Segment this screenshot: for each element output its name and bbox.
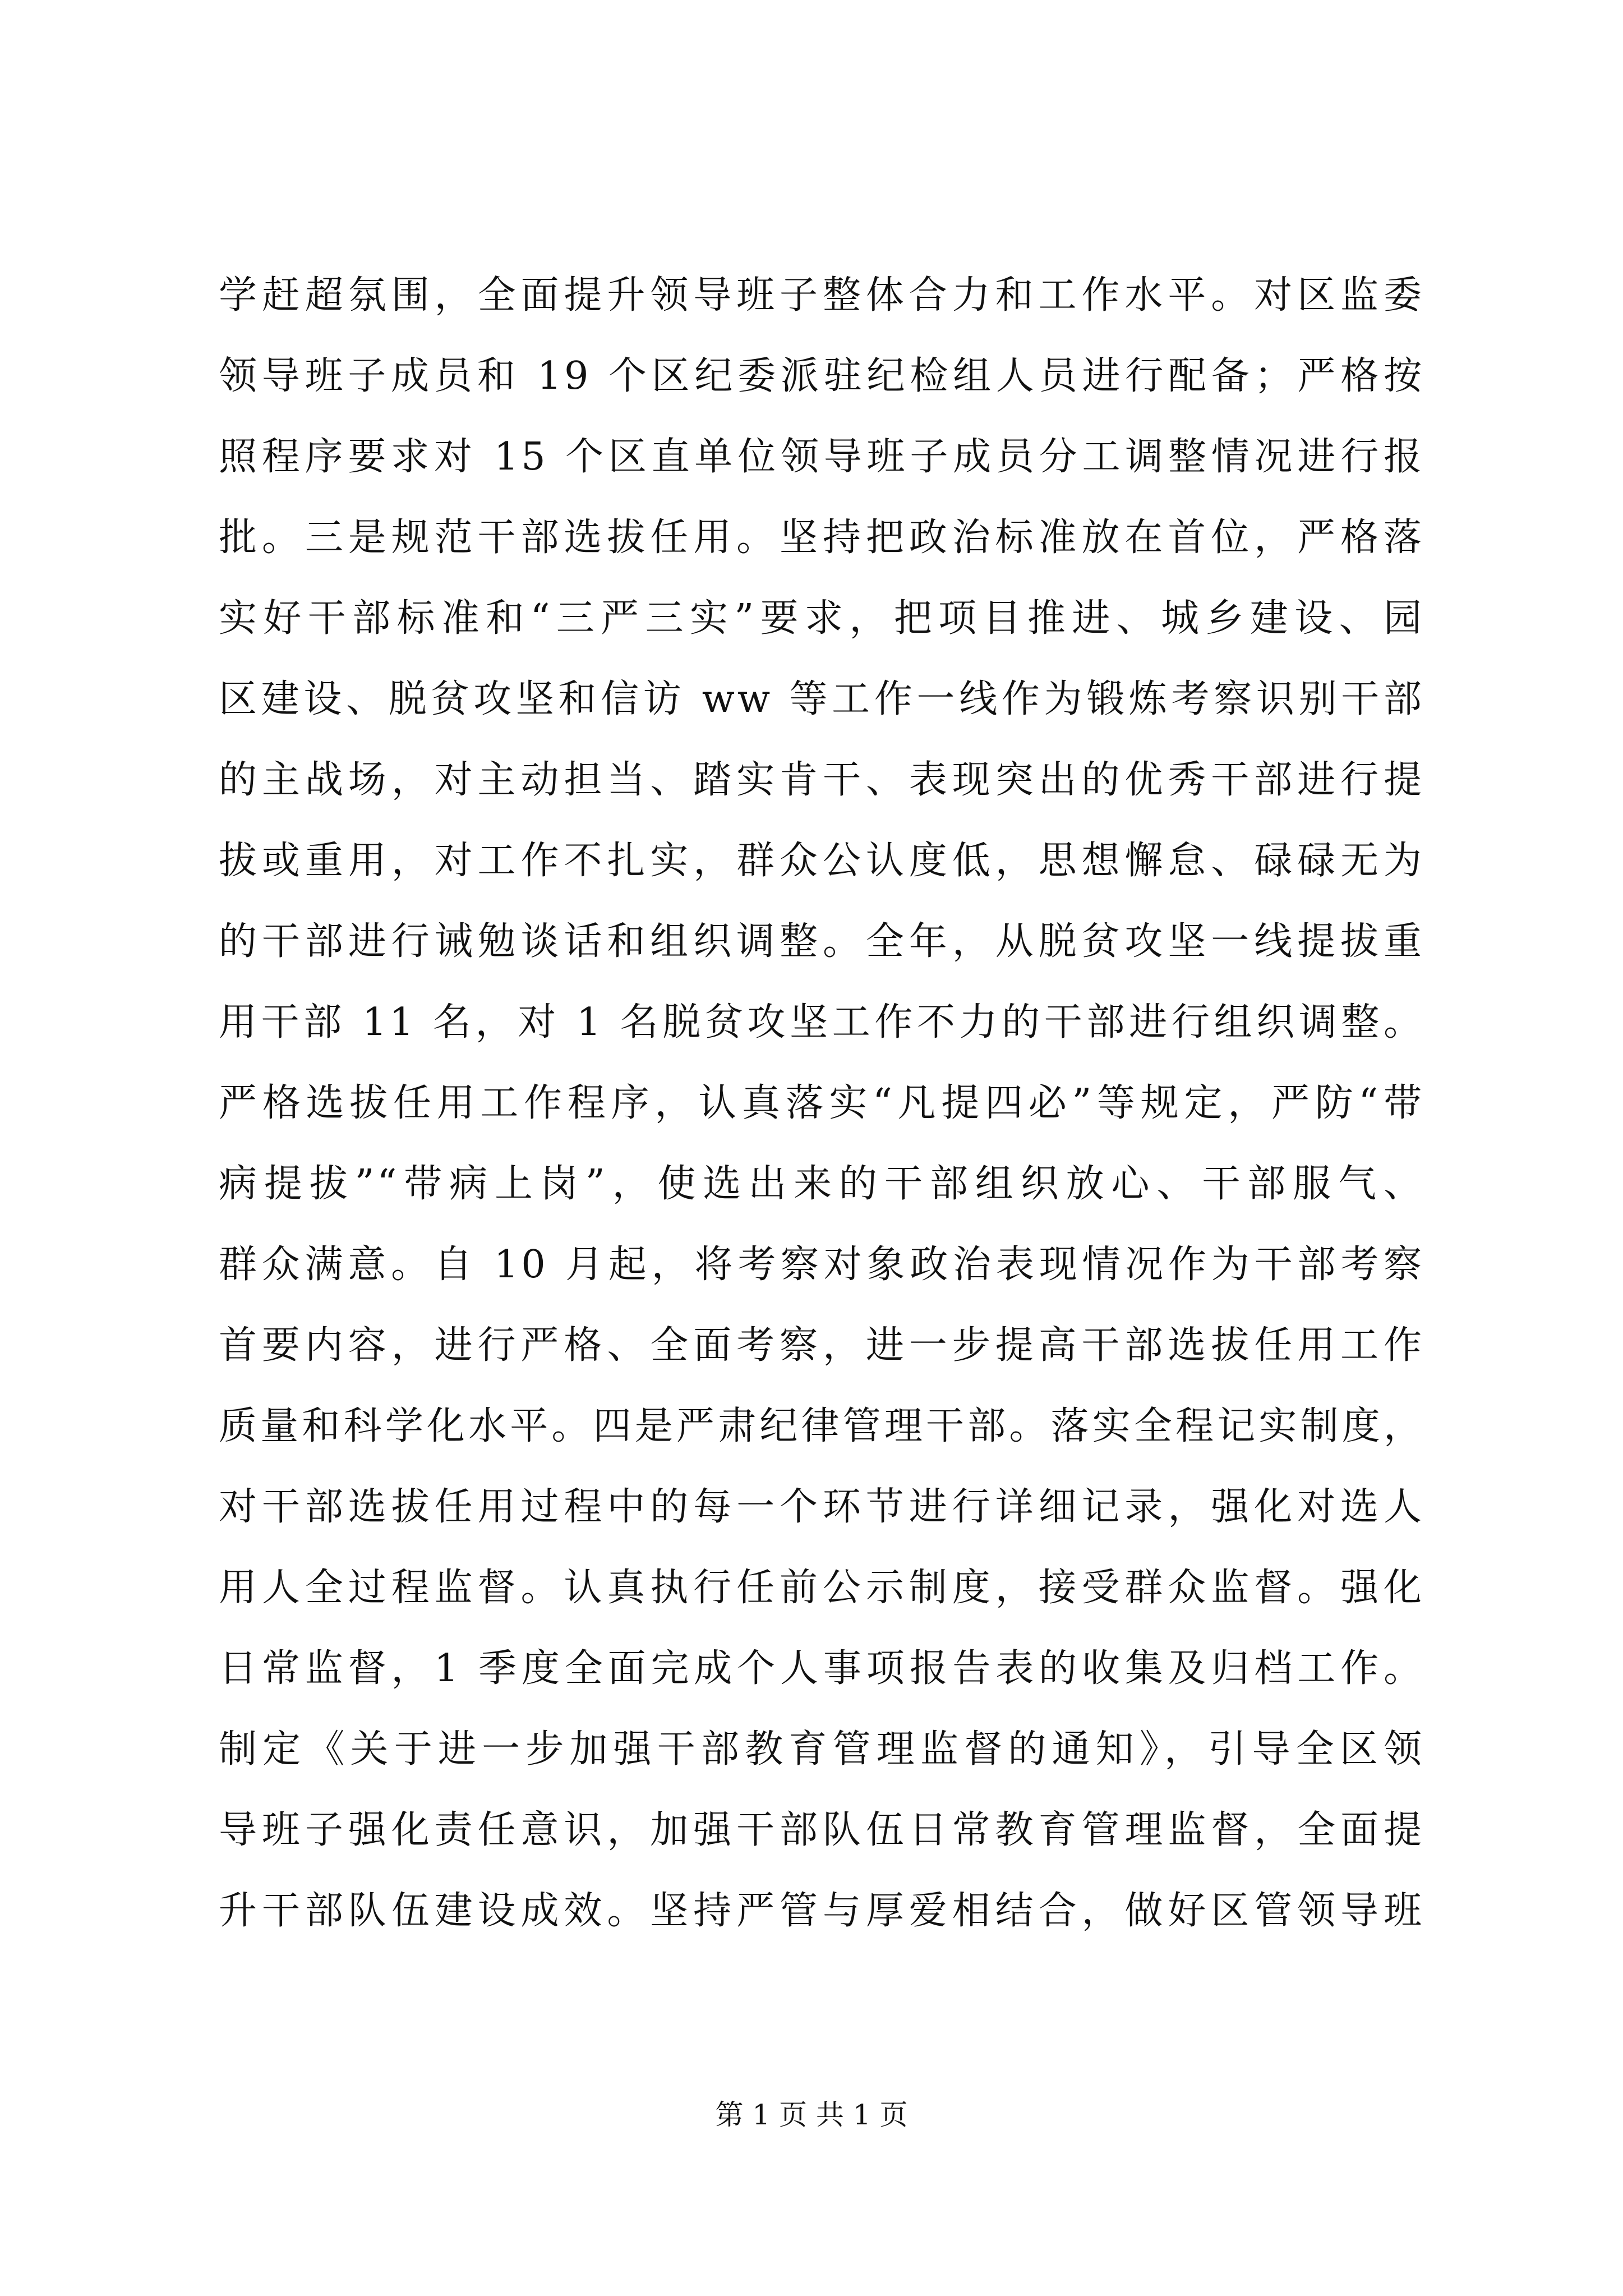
- text-line: 对干部选拔任用过程中的每一个环节进行详细记录，强化对选人: [219, 1485, 1424, 1529]
- text-line: 用人全过程监督。认真执行任前公示制度，接受群众监督。强化: [219, 1566, 1424, 1610]
- text-line: 的主战场，对主动担当、踏实肯干、表现突出的优秀干部进行提: [219, 758, 1424, 802]
- text-line: 首要内容，进行严格、全面考察，进一步提高干部选拔任用工作: [219, 1323, 1424, 1368]
- text-line: 区建设、脱贫攻坚和信访 ww 等工作一线作为锻炼考察识别干部: [219, 677, 1424, 721]
- text-line: 质量和科学化水平。四是严肃纪律管理干部。落实全程记实制度，: [219, 1404, 1424, 1448]
- page-number: 第 1 页 共 1 页: [715, 2099, 908, 2131]
- text-line: 病提拔”“带病上岗”，使选出来的干部组织放心、干部服气、: [219, 1162, 1424, 1206]
- text-line: 拔或重用，对工作不扎实，群众公认度低，思想懈怠、碌碌无为: [219, 839, 1424, 883]
- text-line: 的干部进行诫勉谈话和组织调整。全年，从脱贫攻坚一线提拔重: [219, 919, 1424, 964]
- text-line: 用干部 11 名，对 1 名脱贫攻坚工作不力的干部进行组织调整。: [219, 1000, 1424, 1045]
- text-line: 批。三是规范干部选拔任用。坚持把政治标准放在首位，严格落: [219, 516, 1424, 560]
- text-line: 照程序要求对 15 个区直单位领导班子成员分工调整情况进行报: [219, 435, 1424, 479]
- text-line: 制定《关于进一步加强干部教育管理监督的通知》，引导全区领: [219, 1727, 1424, 1772]
- text-line: 升干部队伍建设成效。坚持严管与厚爱相结合，做好区管领导班: [219, 1889, 1424, 1933]
- text-line: 学赶超氛围，全面提升领导班子整体合力和工作水平。对区监委: [219, 273, 1424, 318]
- text-line: 日常监督，1 季度全面完成个人事项报告表的收集及归档工作。: [219, 1646, 1424, 1691]
- body-text: [219, 255, 1424, 1952]
- page-footer: [0, 2095, 1623, 2134]
- text-line: 领导班子成员和 19 个区纪委派驻纪检组人员进行配备；严格按: [219, 354, 1424, 398]
- text-line: 实好干部标准和“三严三实”要求，把项目推进、城乡建设、园: [219, 596, 1424, 641]
- text-line: 导班子强化责任意识，加强干部队伍日常教育管理监督，全面提: [219, 1808, 1424, 1852]
- text-line: 严格选拔任用工作程序，认真落实“凡提四必”等规定，严防“带: [219, 1081, 1424, 1125]
- text-line: 群众满意。自 10 月起，将考察对象政治表现情况作为干部考察: [219, 1243, 1424, 1287]
